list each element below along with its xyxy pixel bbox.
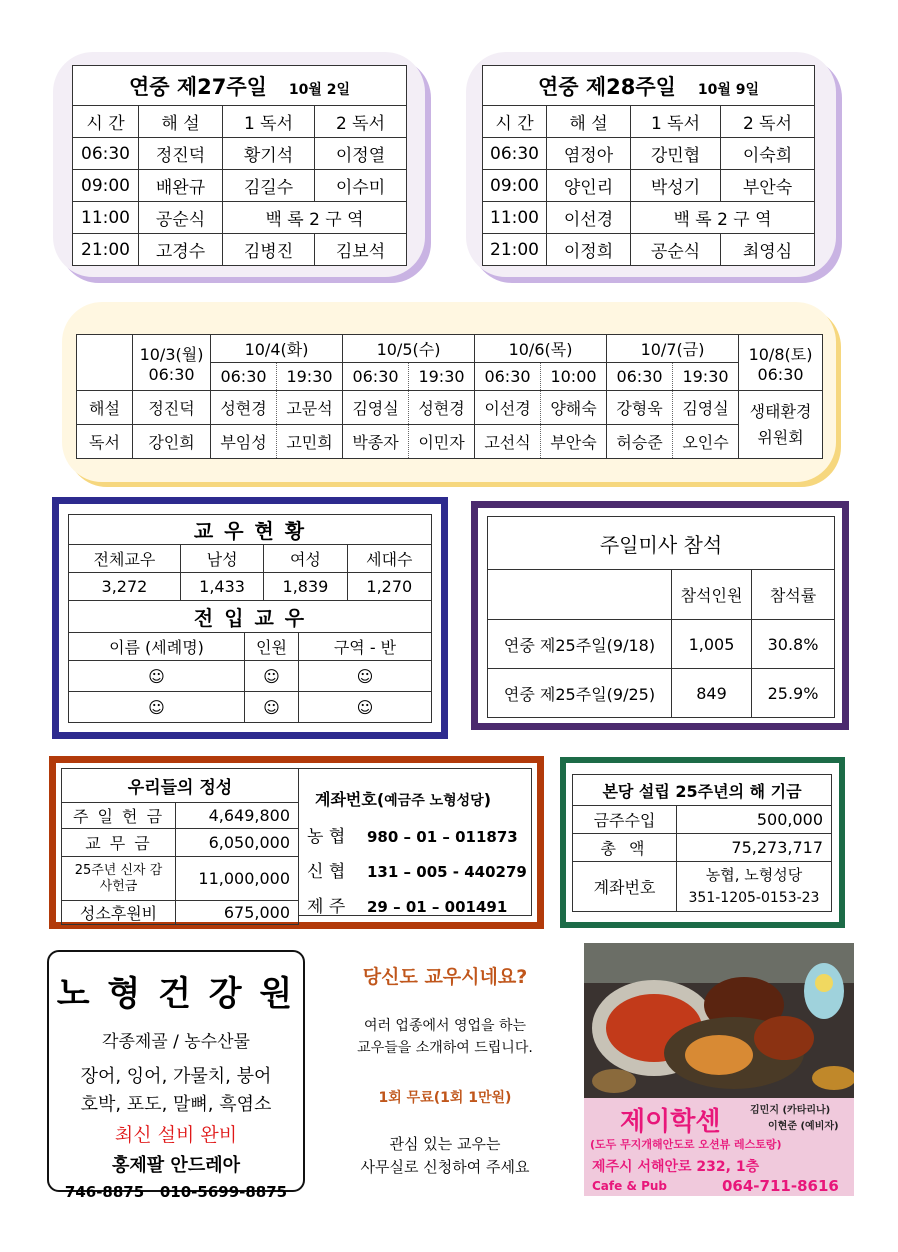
- table-row: [573, 862, 832, 912]
- value-cell: 1,839: [264, 573, 347, 601]
- promo-line: 교우들을 소개하여 드립니다.: [357, 1040, 533, 1056]
- promo-line: 관심 있는 교우는: [389, 1135, 501, 1153]
- name-cell: 부안숙: [721, 170, 815, 202]
- subtime: 19:30: [277, 363, 343, 391]
- health-store-owner: 홍제팔 안드레아: [112, 1155, 240, 1176]
- time-cell: 21:00: [73, 234, 139, 266]
- col-header: 참석인원: [672, 570, 752, 620]
- health-store-line: 각종제골 / 농수산물: [102, 1032, 250, 1052]
- corner-cell: [488, 570, 672, 620]
- time-cell: 06:30: [73, 138, 139, 170]
- value-cell: 1,005: [672, 620, 752, 669]
- name-cell: 공순식: [631, 234, 721, 266]
- name-cell: 강민협: [631, 138, 721, 170]
- value-cell: 25.9%: [752, 669, 835, 718]
- name-cell: 이수미: [315, 170, 407, 202]
- week27-table: [72, 65, 407, 266]
- health-store-line: 호박, 포도, 말뼈, 흑염소: [80, 1094, 272, 1115]
- promo-line: 사무실로 신청하여 주세요: [360, 1158, 530, 1176]
- promo-title: 당신도 교우시네요?: [362, 966, 528, 988]
- col-header: 세대수: [347, 545, 431, 573]
- subtime: 06:30: [211, 363, 277, 391]
- col-header: 여성: [264, 545, 347, 573]
- newcomers-title: 전 입 교 우: [69, 601, 432, 633]
- name-cell: 정진덕: [133, 391, 211, 425]
- week27-title: 연중 제27주일 10월 2일: [73, 66, 407, 106]
- name-cell: 황기석: [223, 138, 315, 170]
- restaurant-owner: 김민지 (카타리나): [750, 1105, 831, 1116]
- value-cell: 849: [672, 669, 752, 718]
- fund-table: [572, 774, 832, 912]
- subtime: 06:30: [607, 363, 673, 391]
- week28-table: [482, 65, 815, 266]
- value-cell: 3,272: [69, 573, 181, 601]
- table-row: [69, 661, 432, 692]
- time-cell: 21:00: [483, 234, 547, 266]
- health-store-phone: 746-8875 010-5699-8875: [64, 1183, 288, 1201]
- smiley-icon: ☺: [245, 692, 299, 723]
- members-title: 교 우 현 황: [69, 515, 432, 545]
- table-row: [73, 202, 407, 234]
- name-cell: 부안숙: [541, 425, 607, 459]
- name-cell: 강인희: [133, 425, 211, 459]
- name-cell: 염정아: [547, 138, 631, 170]
- time-cell: 09:00: [73, 170, 139, 202]
- name-cell: 고선식: [475, 425, 541, 459]
- restaurant-phone: 064-711-8616: [722, 1177, 839, 1195]
- day-header: 10/5(수): [343, 335, 475, 363]
- table-row: [62, 803, 299, 829]
- smiley-icon: ☺: [299, 661, 432, 692]
- name-cell: 김길수: [223, 170, 315, 202]
- subtime: 10:00: [541, 363, 607, 391]
- col-header: 구역 - 반: [299, 633, 432, 661]
- account-line: 농 협 980 – 01 – 011873: [307, 827, 518, 847]
- name-cell: 이민자: [409, 425, 475, 459]
- row-label: 금주수입: [573, 806, 677, 834]
- table-row: [62, 829, 299, 857]
- account-line: 신 협 131 – 005 - 440279: [307, 862, 527, 882]
- col-header: 전체교우: [69, 545, 181, 573]
- name-cell: 성현경: [211, 391, 277, 425]
- restaurant-address: 제주시 서해안로 232, 1층: [592, 1159, 760, 1175]
- name-cell: 고경수: [139, 234, 223, 266]
- row-label: 해설: [77, 391, 133, 425]
- table-row: [77, 391, 823, 425]
- col-header: 시 간: [73, 106, 139, 138]
- row-label: 교 무 금: [62, 829, 176, 857]
- offerings-title: 우리들의 정성: [62, 769, 299, 803]
- time-cell: 09:00: [483, 170, 547, 202]
- offerings-table: [61, 768, 299, 925]
- row-label: 25주년 신자 감사헌금: [62, 857, 176, 901]
- col-header: 1 독서: [631, 106, 721, 138]
- row-label: 총 액: [573, 834, 677, 862]
- col-header: 이름 (세례명): [69, 633, 245, 661]
- subtime: 06:30: [343, 363, 409, 391]
- table-row: [73, 234, 407, 266]
- table-row: [488, 620, 835, 669]
- promo-price: 1회 무료(1회 1만원): [378, 1090, 512, 1106]
- name-cell: 박종자: [343, 425, 409, 459]
- smiley-icon: ☺: [299, 692, 432, 723]
- subtime: 19:30: [673, 363, 739, 391]
- value-cell: 4,649,800: [176, 803, 299, 829]
- name-cell: 정진덕: [139, 138, 223, 170]
- subtime: 06:30: [475, 363, 541, 391]
- day-header: 10/4(화): [211, 335, 343, 363]
- name-cell: 김영실: [673, 391, 739, 425]
- table-row: [62, 857, 299, 901]
- value-cell: 1,433: [180, 573, 263, 601]
- table-row: [488, 669, 835, 718]
- table-row: [69, 692, 432, 723]
- food-photo-image: [584, 943, 854, 1098]
- account-title: 계좌번호(예금주 노형성당): [315, 790, 491, 809]
- name-cell: 양인리: [547, 170, 631, 202]
- restaurant-tagline: (도두 무지개해안도로 오션뷰 레스토랑): [590, 1138, 782, 1151]
- restaurant-name: 제이학센: [620, 1107, 721, 1137]
- col-header: 남성: [180, 545, 263, 573]
- row-label: 주 일 헌 금: [62, 803, 176, 829]
- time-cell: 11:00: [483, 202, 547, 234]
- value-cell: 30.8%: [752, 620, 835, 669]
- value-cell: 11,000,000: [176, 857, 299, 901]
- table-row: [73, 170, 407, 202]
- name-cell: 고문석: [277, 391, 343, 425]
- fund-title: 본당 설립 25주년의 해 기금: [573, 775, 832, 806]
- smiley-icon: ☺: [69, 692, 245, 723]
- name-cell: 양해숙: [541, 391, 607, 425]
- col-header: 2 독서: [315, 106, 407, 138]
- name-cell: 허승준: [607, 425, 673, 459]
- col-header: 시 간: [483, 106, 547, 138]
- name-cell: 이정열: [315, 138, 407, 170]
- name-cell: 김병진: [223, 234, 315, 266]
- name-cell: 김보석: [315, 234, 407, 266]
- day-header: 10/3(월) 06:30: [133, 335, 211, 391]
- newcomers-table: [68, 600, 432, 723]
- restaurant-ad: [584, 943, 854, 1196]
- time-cell: 06:30: [483, 138, 547, 170]
- account-line: 제 주 29 – 01 – 001491: [307, 897, 508, 917]
- name-cell: 최영심: [721, 234, 815, 266]
- value-cell: 75,273,717: [677, 834, 832, 862]
- promo-line: 여러 업종에서 영업을 하는: [363, 1018, 527, 1034]
- week28-title: 연중 제28주일 10월 9일: [483, 66, 815, 106]
- row-label: 성소후원비: [62, 901, 176, 925]
- health-store-line: 장어, 잉어, 가물치, 붕어: [80, 1066, 272, 1087]
- health-store-highlight: 최신 설비 완비: [114, 1124, 238, 1146]
- value-cell: 농협, 노형성당 351-1205-0153-23: [677, 862, 832, 912]
- merged-cell: 백 록 2 구 역: [631, 202, 815, 234]
- col-header: 1 독서: [223, 106, 315, 138]
- row-label: 독서: [77, 425, 133, 459]
- name-cell: 배완규: [139, 170, 223, 202]
- corner-cell: [77, 335, 133, 391]
- col-header: 해 설: [139, 106, 223, 138]
- account-box: [299, 768, 532, 916]
- table-row: [73, 138, 407, 170]
- attendance-title: 주일미사 참석: [488, 517, 835, 570]
- value-cell: 675,000: [176, 901, 299, 925]
- time-cell: 11:00: [73, 202, 139, 234]
- day-header: 10/8(토) 06:30: [739, 335, 823, 391]
- table-row: [573, 834, 832, 862]
- row-label: 연중 제25주일(9/25): [488, 669, 672, 718]
- name-cell: 강형욱: [607, 391, 673, 425]
- restaurant-owner: 이현준 (예비자): [768, 1121, 839, 1132]
- table-row: [483, 170, 815, 202]
- name-cell: 부임성: [211, 425, 277, 459]
- health-store-name: 노 형 건 강 원: [56, 974, 296, 1014]
- row-label: 연중 제25주일(9/18): [488, 620, 672, 669]
- name-cell: 이숙희: [721, 138, 815, 170]
- promo-block: [320, 962, 570, 1177]
- table-row: [62, 901, 299, 925]
- name-cell: 이선경: [547, 202, 631, 234]
- col-header: 해 설: [547, 106, 631, 138]
- merged-cell: 백 록 2 구 역: [223, 202, 407, 234]
- table-row: [483, 202, 815, 234]
- value-cell: 6,050,000: [176, 829, 299, 857]
- table-row: [573, 806, 832, 834]
- smiley-icon: ☺: [245, 661, 299, 692]
- col-header: 2 독서: [721, 106, 815, 138]
- table-row: [77, 425, 823, 459]
- attendance-table: [487, 516, 835, 718]
- name-cell: 오인수: [673, 425, 739, 459]
- weekday-table: [76, 334, 823, 459]
- name-cell: 공순식: [139, 202, 223, 234]
- name-cell: 이선경: [475, 391, 541, 425]
- restaurant-kind: Cafe & Pub: [592, 1179, 668, 1193]
- name-cell: 성현경: [409, 391, 475, 425]
- subtime: 19:30: [409, 363, 475, 391]
- health-store-ad: [47, 950, 305, 1201]
- name-cell: 박성기: [631, 170, 721, 202]
- name-cell: 이정희: [547, 234, 631, 266]
- day-header: 10/7(금): [607, 335, 739, 363]
- day-header: 10/6(목): [475, 335, 607, 363]
- name-cell: 김영실: [343, 391, 409, 425]
- value-cell: 500,000: [677, 806, 832, 834]
- value-cell: 1,270: [347, 573, 431, 601]
- table-row: [483, 234, 815, 266]
- sat-group: 생태환경위원회: [739, 391, 823, 459]
- row-label: 계좌번호: [573, 862, 677, 912]
- name-cell: 고민희: [277, 425, 343, 459]
- col-header: 참석률: [752, 570, 835, 620]
- table-row: [483, 138, 815, 170]
- col-header: 인원: [245, 633, 299, 661]
- smiley-icon: ☺: [69, 661, 245, 692]
- members-table: [68, 514, 432, 601]
